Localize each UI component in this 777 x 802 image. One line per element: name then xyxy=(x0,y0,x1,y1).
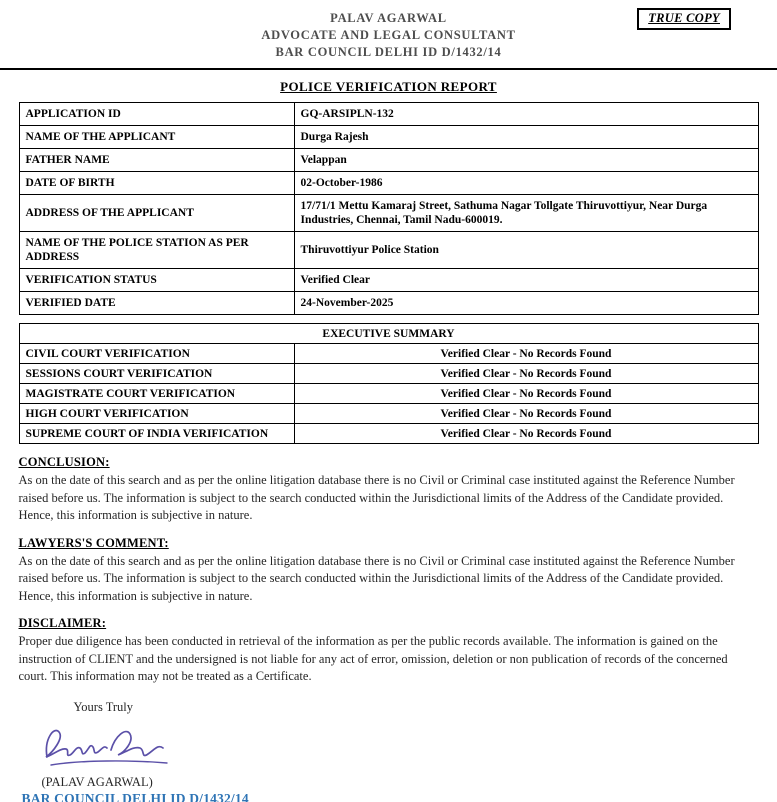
report-title: POLICE VERIFICATION REPORT xyxy=(280,79,497,94)
summary-label: HIGH COURT VERIFICATION xyxy=(19,404,294,424)
disclaimer-heading: DISCLAIMER: xyxy=(18,616,107,630)
signature-image xyxy=(37,719,177,775)
executive-summary-table xyxy=(19,323,759,444)
section-disclaimer xyxy=(19,616,759,686)
table-row xyxy=(19,364,758,384)
disclaimer-text: Proper due diligence has been conducted in retrieval of the information as per the public records available. The information is gained on the instruction of CLIENT and the undersigned is not liable for any act of error, omission, deletion or non publication of records of the concerned court. This information may not be treated as a Certificate. xyxy=(18,634,728,683)
letterhead-name: PALAV AGARWAL xyxy=(330,11,447,25)
detail-value: 17/71/1 Mettu Kamaraj Street, Sathuma Nagar Tollgate Thiruvottiyur, Near Durga Industries, Chennai, Tamil Nadu-600019. xyxy=(294,195,758,232)
table-row xyxy=(19,126,758,149)
table-row xyxy=(19,324,758,344)
report-body xyxy=(19,455,759,802)
summary-label: MAGISTRATE COURT VERIFICATION xyxy=(19,384,294,404)
lawyers-comment-heading: LAWYERS'S COMMENT: xyxy=(18,535,169,550)
summary-value: Verified Clear - No Records Found xyxy=(294,344,758,364)
header-divider xyxy=(0,68,777,70)
signature xyxy=(37,719,759,775)
summary-value: Verified Clear - No Records Found xyxy=(294,364,758,384)
summary-label: CIVIL COURT VERIFICATION xyxy=(19,344,294,364)
signatory-bar-id: BAR COUNCIL DELHI ID D/1432/14 xyxy=(21,790,249,802)
table-row xyxy=(19,344,758,364)
lawyers-comment-text: As on the date of this search and as per the online litigation database there is no Civil or Criminal case instituted against the Reference Number raised before us. The information is subject to the search conducted within the Jurisdictional limits of the Address of the Candidate provided. Hence, this information is subjective in nature. xyxy=(18,553,735,603)
letterhead-subtitle: ADVOCATE AND LEGAL CONSULTANT xyxy=(261,28,516,42)
applicant-details-table xyxy=(19,102,759,315)
table-row xyxy=(19,424,758,444)
table-row xyxy=(19,404,758,424)
section-lawyers-comment xyxy=(19,536,759,606)
detail-label: NAME OF THE APPLICANT xyxy=(19,126,294,149)
summary-label: SESSIONS COURT VERIFICATION xyxy=(19,364,294,384)
detail-label: NAME OF THE POLICE STATION AS PER ADDRESS xyxy=(19,232,294,269)
detail-label: APPLICATION ID xyxy=(19,103,294,126)
table-row xyxy=(19,269,758,292)
detail-value: Thiruvottiyur Police Station xyxy=(294,232,758,269)
conclusion-heading: CONCLUSION: xyxy=(18,455,110,469)
detail-value: GQ-ARSIPLN-132 xyxy=(294,103,758,126)
conclusion-text: As on the date of this search and as per the online litigation database there is no Civil or Criminal case instituted against the Reference Number raised before us. The information is subject to the search conducted within the Jurisdictional limits of the Address of the Candidate provided. Hence, this information is subjective in nature. xyxy=(18,473,735,522)
table-row xyxy=(19,172,758,195)
table-row xyxy=(19,195,758,232)
table-row xyxy=(19,149,758,172)
summary-value: Verified Clear - No Records Found xyxy=(294,404,758,424)
summary-value: Verified Clear - No Records Found xyxy=(294,424,758,444)
detail-label: VERIFICATION STATUS xyxy=(19,269,294,292)
section-conclusion xyxy=(19,455,759,525)
letterhead-bar-id: BAR COUNCIL DELHI ID D/1432/14 xyxy=(275,45,502,59)
summary-value: Verified Clear - No Records Found xyxy=(294,384,758,404)
table-row xyxy=(19,103,758,126)
table-row xyxy=(19,292,758,315)
detail-label: FATHER NAME xyxy=(19,149,294,172)
true-copy-stamp: TRUE COPY xyxy=(637,8,731,30)
detail-value: Velappan xyxy=(294,149,758,172)
table-row xyxy=(19,384,758,404)
executive-summary-title: EXECUTIVE SUMMARY xyxy=(19,324,758,344)
detail-label: DATE OF BIRTH xyxy=(19,172,294,195)
detail-label: ADDRESS OF THE APPLICANT xyxy=(19,195,294,232)
detail-label: VERIFIED DATE xyxy=(19,292,294,315)
table-row xyxy=(19,232,758,269)
detail-value: Verified Clear xyxy=(294,269,758,292)
yours-truly-text: Yours Truly xyxy=(73,699,134,714)
detail-value: Durga Rajesh xyxy=(294,126,758,149)
detail-value: 24-November-2025 xyxy=(294,292,758,315)
summary-label: SUPREME COURT OF INDIA VERIFICATION xyxy=(19,424,294,444)
signatory-name: (PALAV AGARWAL) xyxy=(41,774,153,789)
detail-value: 02-October-1986 xyxy=(294,172,758,195)
